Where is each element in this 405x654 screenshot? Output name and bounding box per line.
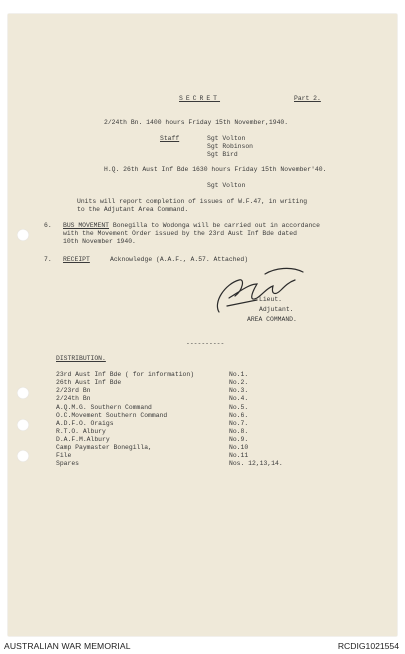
distribution-row: 26th Aust Inf Bde No.2.: [56, 379, 249, 386]
signatory-rank: Lieut.: [259, 296, 283, 303]
staff-name-3: Sgt Bird: [207, 151, 238, 158]
punch-hole-1: [17, 229, 29, 241]
distribution-row: File No.11: [56, 452, 249, 459]
separator-line: ----------: [186, 340, 225, 347]
distribution-row: D.A.F.M.Albury No.9.: [56, 436, 249, 443]
distribution-row: 23rd Aust Inf Bde ( for information) No.1.: [56, 371, 249, 378]
distribution-row: 2/23rd Bn No.3.: [56, 387, 249, 394]
distribution-row: O.C.Movement Southern Command No.6.: [56, 412, 249, 419]
classification: SECRET: [179, 95, 221, 102]
part-number: Part 2.: [294, 95, 321, 102]
staff-name-2: Sgt Robinson: [207, 143, 254, 150]
distribution-row: R.T.O. Albury No.8.: [56, 428, 249, 435]
punch-hole-2: [17, 387, 29, 399]
punch-hole-3: [17, 419, 29, 431]
para-6-line-1: [63, 222, 320, 230]
bus-movement-route: Bonegilla to Wodonga: [109, 222, 190, 229]
receipt-text: Acknowledge (A.A.F., A.57. Attached): [110, 256, 249, 263]
unit-line-1: 2/24th Bn. 1400 hours Friday 15th November,1940.: [104, 119, 289, 126]
distribution-row: 2/24th Bn No.4.: [56, 395, 249, 402]
distribution-row: Camp Paymaster Bonegilla, No.10: [56, 444, 249, 451]
para-6-line-2: with the Movement Order issued by the 23rd Aust Inf Bde dated: [63, 230, 297, 237]
staff-name-1: Sgt Volton: [207, 135, 246, 142]
distribution-row: A.Q.M.G. Southern Command No.5.: [56, 404, 249, 411]
bus-movement-heading: BUS MOVEMENT: [63, 222, 110, 229]
staff-label: Staff: [160, 135, 180, 142]
bus-movement-text-1: will be carried out in accordance: [189, 222, 320, 229]
signatory-command: AREA COMMAND.: [247, 316, 297, 323]
punch-hole-4: [17, 450, 29, 462]
para-7-number: 7.: [44, 256, 52, 263]
para-6-line-3: 10th November 1940.: [63, 238, 136, 245]
archive-name: AUSTRALIAN WAR MEMORIAL: [4, 641, 131, 651]
footer-bar: [0, 638, 405, 654]
receipt-heading: RECEIPT: [63, 256, 90, 263]
signatory-role: Adjutant.: [259, 306, 294, 313]
para-6-number: 6.: [44, 222, 52, 229]
distribution-row: A.D.F.O. Oraigs No.7.: [56, 420, 249, 427]
record-id: RCDIG1021554: [337, 641, 399, 651]
distribution-heading: DISTRIBUTION.: [56, 355, 106, 362]
staff-name-4: Sgt Volton: [207, 182, 246, 189]
distribution-row: Spares Nos. 12,13,14.: [56, 460, 283, 467]
document-page: [8, 14, 397, 636]
units-report-2: to the Adjutant Area Command.: [77, 206, 189, 213]
unit-line-2: H.Q. 26th Aust Inf Bde 1630 hours Friday 15th November'40.: [104, 166, 327, 173]
units-report-1: Units will report completion of issues of W.F.47, in writing: [77, 198, 308, 205]
